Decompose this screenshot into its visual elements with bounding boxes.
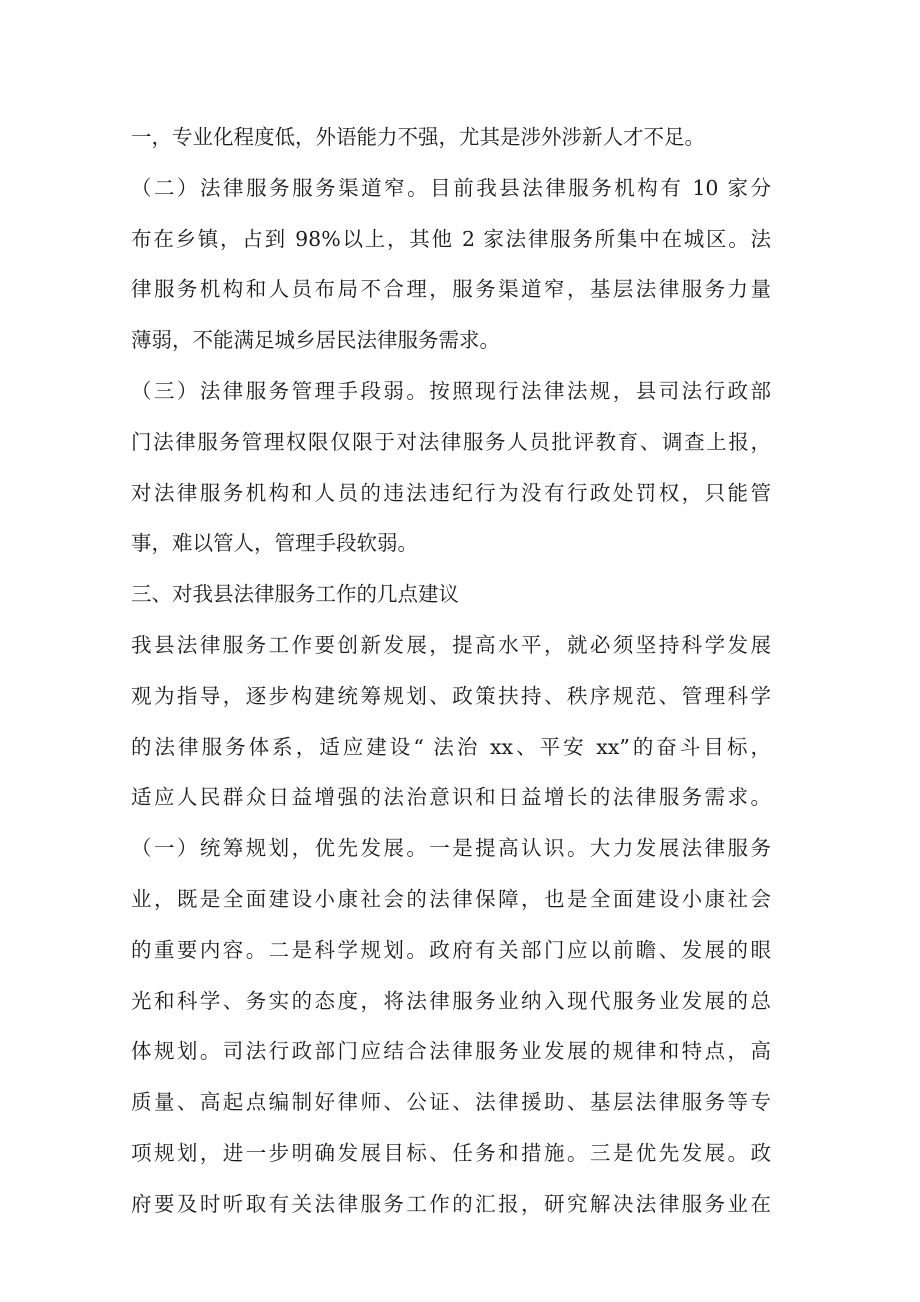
- text-line: 观为指导，逐步构建统筹规划、政策扶持、秩序规范、管理科学: [131, 683, 771, 708]
- text-line: （二）法律服务服务渠道窄。目前我县法律服务机构有 10 家分: [131, 175, 771, 200]
- text-line: 项规划，进一步明确发展目标、任务和措施。三是优先发展。政: [131, 1140, 771, 1165]
- text-line: 体规划。司法行政部门应结合法律服务业发展的规律和特点，高: [131, 1039, 771, 1064]
- text-line: 门法律服务管理权限仅限于对法律服务人员批评教育、调查上报，: [131, 429, 771, 454]
- text-line: 一，专业化程度低，外语能力不强，尤其是涉外涉新人才不足。: [131, 125, 705, 149]
- text-line: 事，难以管人，管理手段软弱。: [131, 531, 418, 556]
- document-body: [131, 112, 771, 1230]
- text-line: 薄弱，不能满足城乡居民法律服务需求。: [131, 328, 500, 353]
- text-line: 业，既是全面建设小康社会的法律保障，也是全面建设小康社会: [131, 886, 771, 911]
- text-line: 府要及时听取有关法律服务工作的汇报，研究解决法律服务业在: [131, 1191, 771, 1216]
- text-line: 适应人民群众日益增强的法治意识和日益增长的法律服务需求。: [131, 785, 771, 810]
- text-line: 律服务机构和人员布局不合理，服务渠道窄，基层法律服务力量: [131, 277, 771, 302]
- text-line: （三）法律服务管理手段弱。按照现行法律法规，县司法行政部: [131, 378, 771, 403]
- text-line: 对法律服务机构和人员的违法违纪行为没有行政处罚权，只能管: [131, 480, 771, 505]
- text-line: （一）统筹规划，优先发展。一是提高认识。大力发展法律服务: [131, 836, 771, 861]
- text-line: 的法律服务体系，适应建设“ 法治 xx、平安 xx”的奋斗目标，: [131, 734, 771, 759]
- text-line: 的重要内容。二是科学规划。政府有关部门应以前瞻、发展的眼: [131, 937, 771, 962]
- text-line: 质量、高起点编制好律师、公证、法律援助、基层法律服务等专: [131, 1090, 771, 1115]
- text-line: 我县法律服务工作要创新发展，提高水平，就必须坚持科学发展: [131, 632, 771, 657]
- text-line: 光和科学、务实的态度，将法律服务业纳入现代服务业发展的总: [131, 988, 771, 1013]
- section-heading: 三、对我县法律服务工作的几点建议: [131, 582, 459, 607]
- text-line: 布在乡镇，占到 98%以上，其他 2 家法律服务所集中在城区。法: [131, 226, 771, 251]
